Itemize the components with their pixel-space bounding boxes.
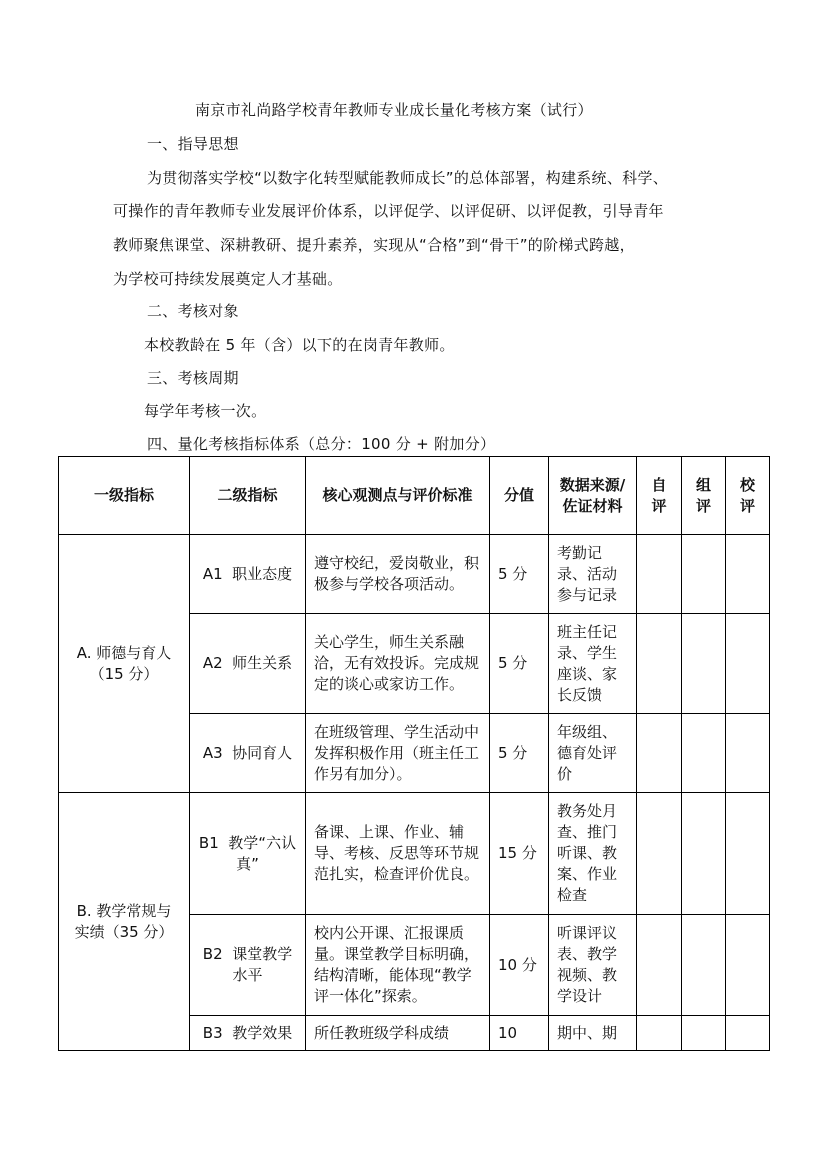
paragraph-line: 为学校可持续发展奠定人才基础。 [113, 270, 343, 288]
level2-name: 师生关系 [232, 654, 293, 672]
score-cell: 5 分 [490, 535, 549, 614]
header-level2: 二级指标 [190, 457, 306, 535]
section-heading-cycle: 三、考核周期 [147, 369, 239, 387]
source-cell: 班主任记录、学生座谈、家长反馈 [549, 614, 637, 714]
paragraph-line: 为贯彻落实学校“以数字化转型赋能教师成长”的总体部署，构建系统、科学、 [147, 169, 669, 187]
self-eval-cell[interactable] [637, 614, 682, 714]
level2-name: 教学效果 [232, 1023, 293, 1042]
level1-total: 实绩（35 分） [74, 922, 174, 941]
level1-name: A. 师德与育人 [76, 643, 172, 662]
group-eval-cell[interactable] [682, 535, 726, 614]
level1-total: （15 分） [89, 664, 159, 683]
paragraph-line: 可操作的青年教师专业发展评价体系，以评促学、以评促研、以评促教，引导青年 [113, 202, 664, 220]
criteria-cell: 所任教班级学科成绩 [306, 1016, 490, 1051]
school-eval-cell[interactable] [726, 714, 770, 793]
source-cell: 教务处月查、推门听课、教案、作业检查 [549, 793, 637, 915]
section-heading-target: 二、考核对象 [147, 302, 239, 320]
level2-code: B1 [198, 833, 219, 852]
group-eval-cell[interactable] [682, 714, 726, 793]
section-heading-index-system: 四、量化考核指标体系（总分：100 分 + 附加分） [147, 435, 496, 453]
table-row [59, 535, 770, 614]
table-row [59, 793, 770, 915]
school-eval-cell[interactable] [726, 793, 770, 915]
score-cell: 5 分 [490, 614, 549, 714]
school-eval-cell[interactable] [726, 535, 770, 614]
group-eval-cell[interactable] [682, 614, 726, 714]
school-eval-cell[interactable] [726, 614, 770, 714]
level2-cell [190, 1016, 306, 1051]
school-eval-cell[interactable] [726, 1016, 770, 1051]
level1-cell-b [59, 793, 190, 1051]
header-criteria: 核心观测点与评价标准 [306, 457, 490, 535]
section-heading-guiding-thought: 一、指导思想 [147, 135, 239, 153]
school-eval-cell[interactable] [726, 915, 770, 1016]
level2-cell [190, 614, 306, 714]
group-eval-cell[interactable] [682, 793, 726, 915]
level2-name: 协同育人 [232, 743, 293, 762]
score-cell: 10 [490, 1016, 549, 1051]
group-eval-cell[interactable] [682, 1016, 726, 1051]
level2-cell [190, 535, 306, 614]
table-header-row [59, 457, 770, 535]
level2-cell [190, 714, 306, 793]
level2-code: A2 [202, 654, 223, 672]
source-cell: 听课评议表、教学视频、教学设计 [549, 915, 637, 1016]
criteria-cell: 备课、上课、作业、辅导、考核、反思等环节规范扎实，检查评价优良。 [306, 793, 490, 915]
document-title: 南京市礼尚路学校青年教师专业成长量化考核方案（试行） [195, 101, 593, 119]
header-source: 数据来源/佐证材料 [549, 457, 637, 535]
self-eval-cell[interactable] [637, 714, 682, 793]
paragraph-line: 教师聚焦课堂、深耕教研、提升素养，实现从“合格”到“骨干”的阶梯式跨越， [113, 236, 635, 254]
level2-code: B2 [202, 945, 223, 963]
level2-name: 教学“六认真” [228, 833, 297, 873]
paragraph-line: 每学年考核一次。 [144, 402, 267, 420]
level2-name: 课堂教学水平 [232, 945, 293, 984]
source-cell: 考勤记录、活动参与记录 [549, 535, 637, 614]
level2-cell [190, 793, 306, 915]
level2-cell [190, 915, 306, 1016]
self-eval-cell[interactable] [637, 535, 682, 614]
level2-code: A1 [202, 564, 223, 583]
header-group: 组评 [682, 457, 726, 535]
criteria-cell: 关心学生，师生关系融洽，无有效投诉。完成规定的谈心或家访工作。 [306, 614, 490, 714]
level2-code: A3 [202, 743, 223, 762]
score-cell: 5 分 [490, 714, 549, 793]
level2-name: 职业态度 [232, 564, 293, 583]
score-cell: 10 分 [490, 915, 549, 1016]
group-eval-cell[interactable] [682, 915, 726, 1016]
self-eval-cell[interactable] [637, 793, 682, 915]
paragraph-line: 本校教龄在 5 年（含）以下的在岗青年教师。 [144, 336, 455, 354]
criteria-cell: 遵守校纪，爱岗敬业，积极参与学校各项活动。 [306, 535, 490, 614]
level1-cell-a [59, 535, 190, 793]
self-eval-cell[interactable] [637, 915, 682, 1016]
header-school: 校评 [726, 457, 770, 535]
level2-code: B3 [202, 1023, 223, 1042]
header-level1: 一级指标 [59, 457, 190, 535]
criteria-cell: 校内公开课、汇报课质量。课堂教学目标明确，结构清晰，能体现“教学评一体化”探索。 [306, 915, 490, 1016]
self-eval-cell[interactable] [637, 1016, 682, 1051]
header-score: 分值 [490, 457, 549, 535]
source-cell: 期中、期 [549, 1016, 637, 1051]
header-self: 自评 [637, 457, 682, 535]
score-cell: 15 分 [490, 793, 549, 915]
level1-name: B. 教学常规与 [76, 901, 172, 920]
criteria-cell: 在班级管理、学生活动中发挥积极作用（班主任工作另有加分）。 [306, 714, 490, 793]
evaluation-table [58, 456, 770, 1051]
source-cell: 年级组、德育处评价 [549, 714, 637, 793]
